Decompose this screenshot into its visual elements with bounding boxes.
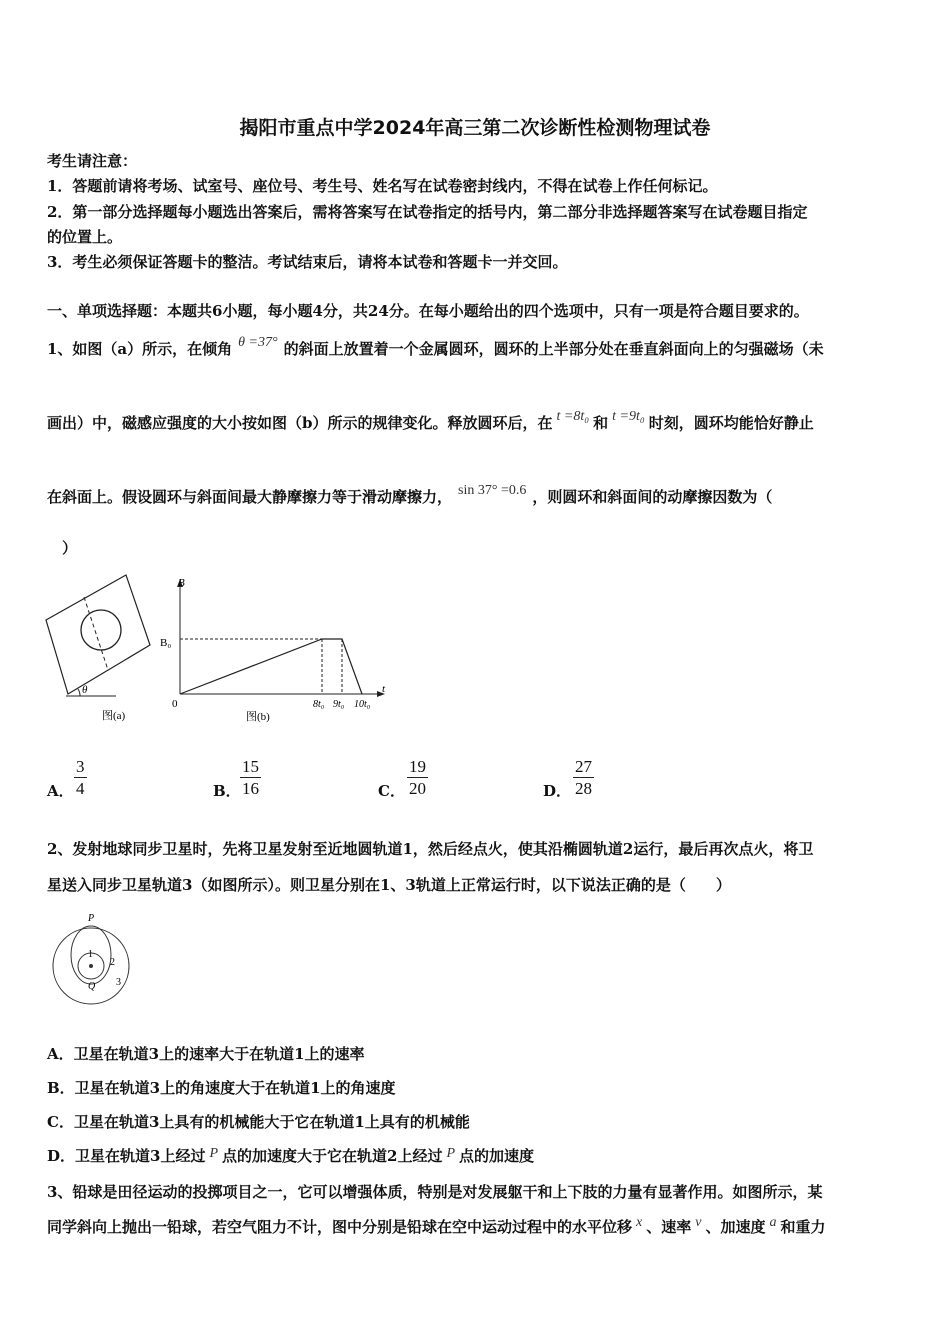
origin-label: 0: [172, 698, 178, 710]
figure-a-incline: [44, 568, 154, 728]
earth-dot: [89, 964, 93, 968]
q3-line-2: 同学斜向上抛出一铅球，若空气阻力不计，图中分别是铅球在空中运动过程中的水平位移 x 、速率 v 、加速度 a 和重力: [47, 1215, 826, 1236]
q1-option-c-fraction: $\frac{19}{20}$: [409, 757, 426, 798]
orbit-2-label: 2: [110, 957, 115, 968]
q1-option-d-fraction: $\frac{27}{28}$: [575, 757, 592, 798]
t2-expression: t =9t₀: [612, 409, 645, 424]
q2-option-b: B．卫星在轨道3上的角速度大于在轨道1上的角速度: [47, 1079, 396, 1097]
x-axis-label: t: [382, 683, 386, 695]
q1-line-2: 画出）中，磁感应强度的大小按如图（b）所示的规律变化。释放圆环后，在 t =8t₀ 和 t =9t₀ 时刻，圆环均能恰好静止: [47, 409, 814, 432]
q1-option-b-letter: B．: [213, 782, 241, 800]
q1-option-b-fraction: $\frac{15}{16}$: [242, 757, 259, 798]
q1-answer-paren: ）: [62, 539, 78, 557]
b-curve: [180, 639, 362, 694]
sin-expression: sin 37° =0.6: [458, 483, 527, 498]
q1-line-3: 在斜面上。假设圆环与斜面间最大静摩擦力等于滑动摩擦力， sin 37° =0.6 ，则圆环和斜面间的动摩擦因数为（: [47, 483, 773, 506]
notice-item-2: 2．第一部分选择题每小题选出答案后，需将答案写在试卷指定的括号内，第二部分非选择题答案写在试卷题目指定: [47, 203, 808, 221]
q2-option-c: C．卫星在轨道3上具有的机械能大于它在轨道1上具有的机械能: [47, 1113, 470, 1131]
q2-option-d: D．卫星在轨道3上经过 P 点的加速度大于它在轨道2上经过 P 点的加速度: [47, 1146, 535, 1165]
q1-line-1: 1、如图（a）所示，在倾角 θ =37° 的斜面上放置着一个金属圆环，圆环的上半部分处在垂直斜面向上的匀强磁场（未: [47, 335, 824, 358]
figure-b-caption: 图(b): [246, 711, 270, 723]
y-axis-label: B: [178, 577, 185, 589]
q1-option-a-fraction: $\frac{3}{4}$: [76, 757, 85, 798]
t1-expression: t =8t₀: [556, 409, 590, 424]
a-symbol: a: [769, 1215, 777, 1230]
incline-block: [46, 575, 150, 694]
tick-8t0: 8t₀: [313, 699, 325, 710]
orbit-1-label: 1: [88, 949, 93, 960]
v-symbol: v: [695, 1215, 702, 1230]
notice-item-3: 3．考生必须保证答题卡的整洁。考试结束后，请将本试卷和答题卡一并交回。: [47, 253, 568, 271]
notice-item-1: 1．答题前请将考场、试室号、座位号、考生号、姓名写在试卷密封线内，不得在试卷上作任何标记。: [47, 177, 718, 195]
point-p-symbol-2: P: [446, 1146, 456, 1161]
q2-line-2: 星送入同步卫星轨道3（如图所示）。则卫星分别在1、3轨道上正常运行时，以下说法正确的是（ ）: [47, 876, 731, 894]
q3-line-1: 3、铅球是田径运动的投掷项目之一，它可以增强体质，特别是对发展躯干和上下肢的力量有显著作用。如图所示，某: [47, 1183, 823, 1201]
notice-heading: 考生请注意：: [47, 152, 138, 170]
angle-arc: [78, 689, 80, 696]
figure-orbits: [48, 910, 138, 1010]
point-p-label: P: [88, 913, 95, 924]
point-p-symbol: P: [209, 1146, 219, 1161]
q2-line-1: 2、发射地球同步卫星时，先将卫星发射至近地圆轨道1，然后经点火，使其沿椭圆轨道2运行，最后再次点火，将卫: [47, 840, 814, 858]
theta-expression: θ =37°: [238, 335, 278, 350]
notice-item-2-cont: 的位置上。: [47, 228, 123, 246]
q2-option-a: A．卫星在轨道3上的速率大于在轨道1上的速率: [47, 1045, 365, 1063]
figure-b-graph: [158, 572, 398, 728]
field-boundary-dashed: [84, 597, 108, 670]
page-title: 揭阳市重点中学2024年高三第二次诊断性检测物理试卷: [239, 117, 711, 139]
angle-label: θ: [82, 684, 88, 696]
q1-option-d-letter: D．: [543, 782, 572, 800]
point-q-label: Q: [88, 981, 96, 992]
orbit-3-label: 3: [116, 977, 121, 988]
tick-9t0: 9t₀: [333, 699, 345, 710]
q1-option-a-letter: A．: [47, 782, 74, 800]
x-symbol: x: [636, 1215, 643, 1230]
tick-10t0: 10t₀: [354, 699, 371, 710]
b0-label: B₀: [160, 637, 172, 649]
section-heading: 一、单项选择题：本题共6小题，每小题4分，共24分。在每小题给出的四个选项中，只有一项是符合题目要求的。: [47, 302, 809, 320]
figure-a-caption: 图(a): [102, 710, 126, 722]
metal-ring: [81, 610, 121, 650]
q1-option-c-letter: C．: [378, 782, 405, 800]
